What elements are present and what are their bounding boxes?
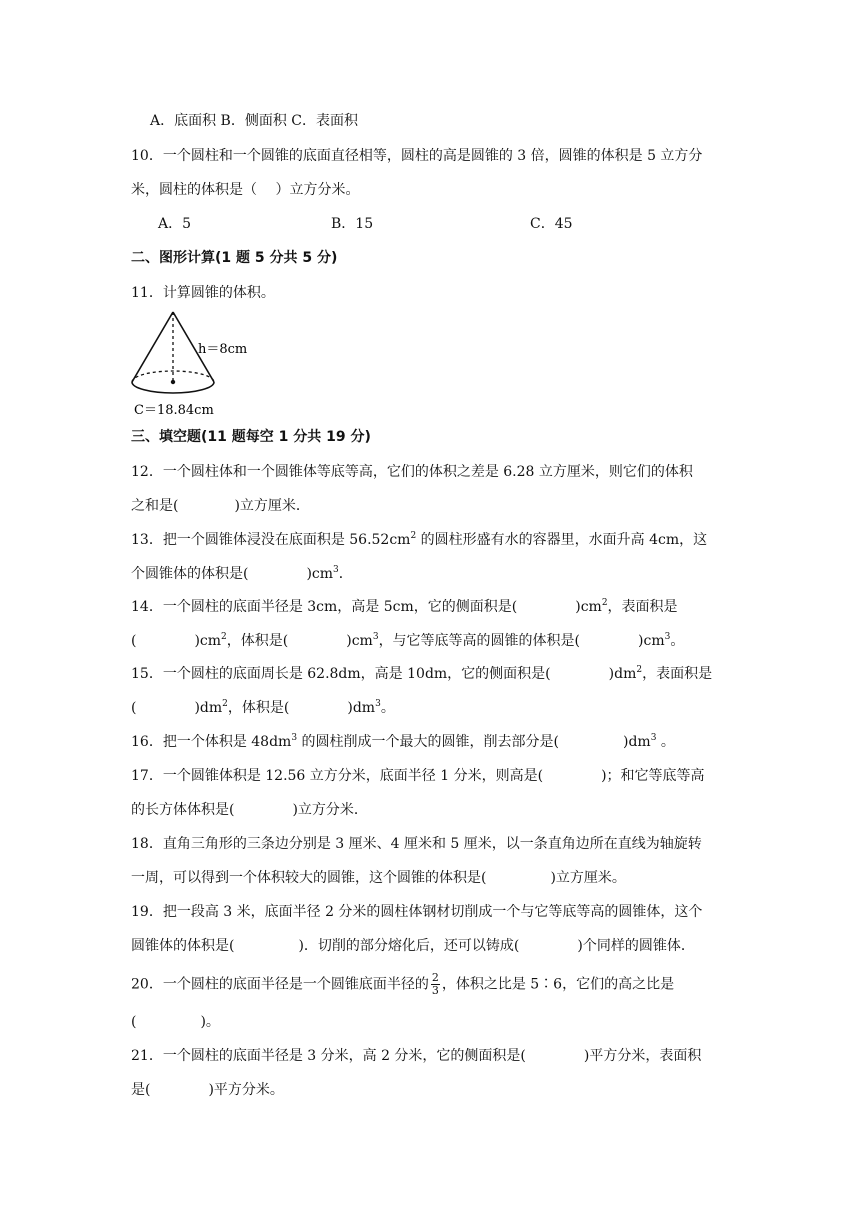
q14-line1: 14．一个圆柱的底面半径是 3cm，高是 5cm，它的侧面积是( )$cm^2$，表面积是 xyxy=(131,598,678,615)
q12-line2: 之和是( )立方厘米． xyxy=(131,498,310,514)
cone-height-label: h＝8cm xyxy=(198,342,248,357)
cone-center-point xyxy=(171,380,175,384)
q18-line2: 一周，可以得到一个体积较大的圆锥，这个圆锥的体积是( )立方厘米。 xyxy=(131,870,626,886)
q17-line1: 17．一个圆锥体积是 12.56 立方分米，底面半径 1 分米，则高是( )；和它等底等高 xyxy=(131,768,705,784)
q15-line1: 15．一个圆柱的底面周长是 62.8dm，高是 10dm，它的侧面积是( )$dm^2$，表面积是 xyxy=(131,665,713,682)
q19-line2: 圆锥体的体积是( )．切削的部分熔化后，还可以铸成( )个同样的圆锥体． xyxy=(131,938,695,954)
q17-line2: 的长方体体积是( )立方分米． xyxy=(131,802,368,818)
cone-figure xyxy=(128,304,268,420)
q10-line1: 10．一个圆柱和一个圆锥的底面直径相等，圆柱的高是圆锥的 3 倍，圆锥的体积是 5 立方分 xyxy=(131,148,703,164)
section2-heading: 二、图形计算(1 题 5 分共 5 分) xyxy=(131,250,338,266)
q20-line2: ( )。 xyxy=(131,1014,220,1030)
q11-text: 11．计算圆锥的体积。 xyxy=(131,285,275,301)
q9-options: A．底面积 B．侧面积 C．表面积 xyxy=(150,113,359,129)
q10-option-b: B．15 xyxy=(331,216,374,232)
q15-line2: ( )$dm^2$，体积是( )$dm^3$。 xyxy=(131,699,395,716)
q21-line2: 是( )平方分米。 xyxy=(131,1082,284,1098)
section3-heading: 三、填空题(11 题每空 1 分共 19 分) xyxy=(131,429,371,445)
q10-option-a: A．5 xyxy=(158,216,192,232)
q13-line1: 13．把一个圆锥体浸没在底面积是 $56.52cm^2$ 的圆柱形盛有水的容器里，水面升高 4cm，这 xyxy=(131,531,708,548)
q19-line1: 19．把一段高 3 米，底面半径 2 分米的圆柱体钢材切削成一个与它等底等高的圆锥体，这个 xyxy=(131,904,703,920)
fraction-two-thirds: $\frac{2}{3}$ xyxy=(431,971,439,997)
q10-option-c: C．45 xyxy=(530,216,573,232)
q20-line1: 20．一个圆柱的底面半径是一个圆锥底面半径的 $\frac{2}{3}$ ，体积之比是 5∶6，它们的高之比是 xyxy=(131,971,675,997)
q13-line2: 个圆锥体的体积是( )$cm^3$． xyxy=(131,565,353,582)
q10-line2: 米，圆柱的体积是（ ）立方分米。 xyxy=(131,182,360,198)
q14-line2: ( )$cm^2$，体积是( )$cm^3$，与它等底等高的圆锥的体积是( )$cm^3$。 xyxy=(131,632,685,649)
cone-circumference-label: C＝18.84cm xyxy=(134,403,214,418)
q21-line1: 21．一个圆柱的底面半径是 3 分米，高 2 分米，它的侧面积是( )平方分米，表面积 xyxy=(131,1048,702,1064)
q16-line: 16．把一个体积是 $48dm^3$ 的圆柱削成一个最大的圆锥，削去部分是( )$dm^3$ 。 xyxy=(131,733,675,750)
q12-line1: 12．一个圆柱体和一个圆锥体等底等高，它们的体积之差是 6.28 立方厘米，则它们的体积 xyxy=(131,464,693,480)
q18-line1: 18．直角三角形的三条边分别是 3 厘米、4 厘米和 5 厘米，以一条直角边所在直线为轴旋转 xyxy=(131,836,702,852)
